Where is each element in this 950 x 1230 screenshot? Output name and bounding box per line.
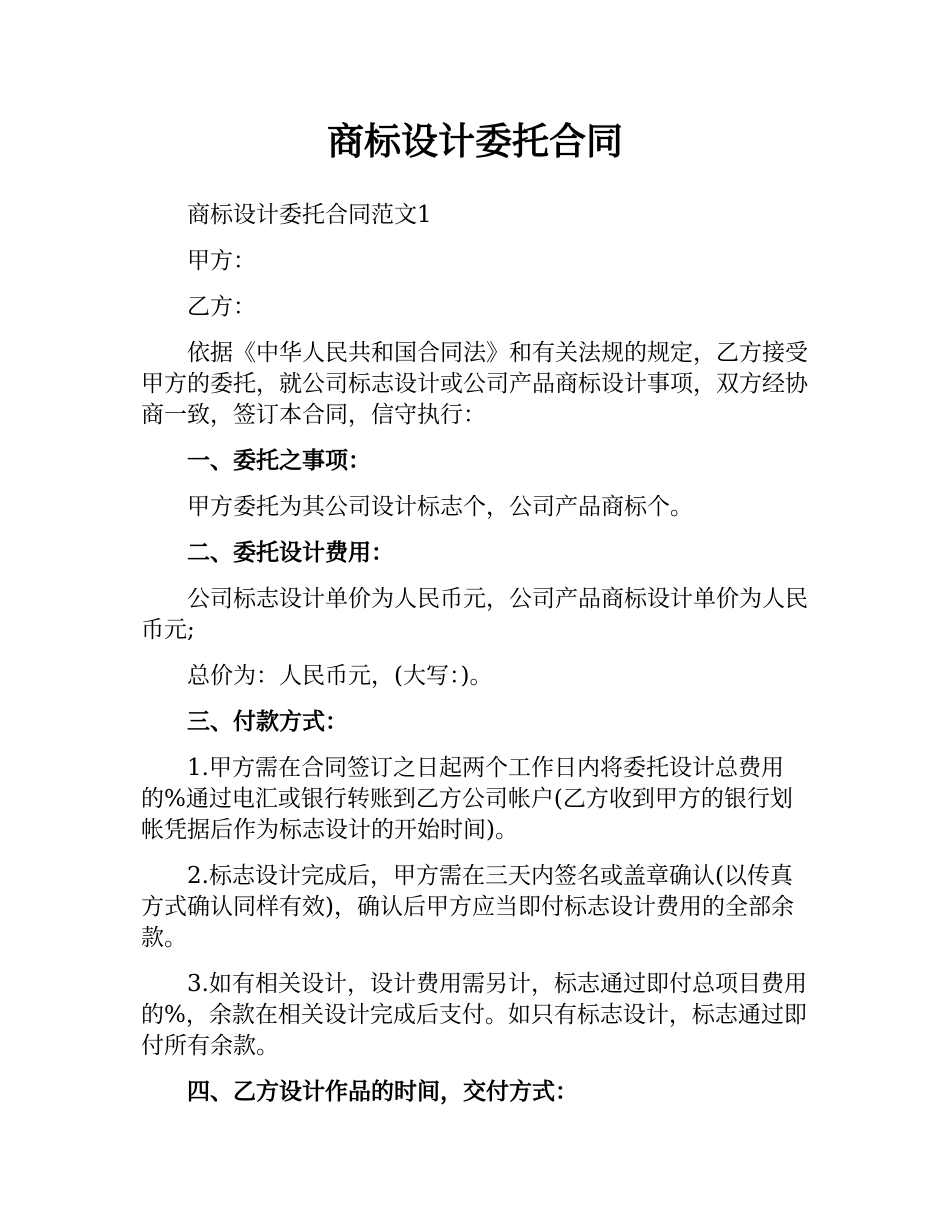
paragraph-sample-label: 商标设计委托合同范文1	[187, 202, 432, 228]
section-heading-3: 三、付款方式：	[187, 709, 348, 735]
section-heading-1: 一、委托之事项：	[187, 448, 371, 474]
paragraph-payment-1: 1.甲方需在合同签订之日起两个工作日内将委托设计总费用的%通过电汇或银行转账到乙方公司帐户(乙方收到甲方的银行划帐凭据后作为标志设计的开始时间)。	[141, 755, 793, 843]
document-body	[141, 200, 813, 1123]
paragraph-unit-price: 公司标志设计单价为人民币元，公司产品商标设计单价为人民币元;	[141, 586, 808, 643]
document-title: 商标设计委托合同	[327, 120, 623, 163]
paragraph-party-a: 甲方：	[187, 248, 256, 274]
paragraph-payment-2: 2.标志设计完成后，甲方需在三天内签名或盖章确认(以传真方式确认同样有效)，确认后甲方应当即付标志设计费用的全部余款。	[141, 863, 794, 951]
paragraph-preamble: 依据《中华人民共和国合同法》和有关法规的规定，乙方接受甲方的委托，就公司标志设计或公司产品商标设计事项，双方经协商一致，签订本合同，信守执行：	[141, 340, 808, 428]
paragraph-payment-3: 3.如有相关设计，设计费用需另计，标志通过即付总项目费用的%，余款在相关设计完成后支付。如只有标志设计，标志通过即付所有余款。	[141, 971, 807, 1059]
paragraph-entrusted-items: 甲方委托为其公司设计标志个，公司产品商标个。	[187, 494, 693, 520]
paragraph-total-price: 总价为：人民币元，(大写：)。	[187, 663, 493, 689]
paragraph-party-b: 乙方：	[187, 294, 256, 320]
section-heading-4: 四、乙方设计作品的时间，交付方式：	[187, 1079, 578, 1105]
section-heading-2: 二、委托设计费用：	[187, 540, 394, 566]
